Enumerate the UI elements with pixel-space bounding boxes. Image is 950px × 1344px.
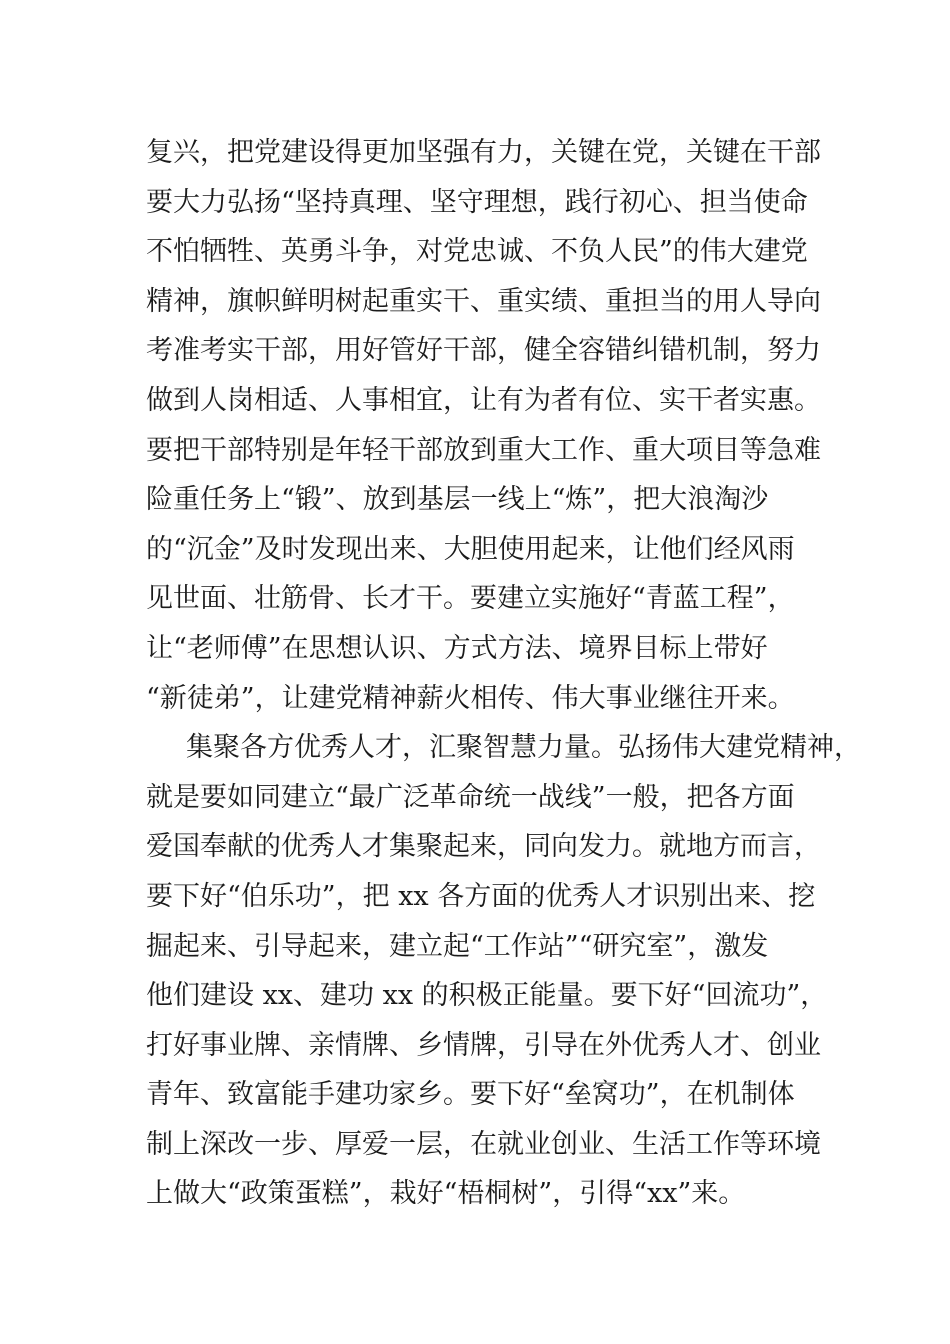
text-line: “新徒弟”，让建党精神薪火相传、伟大事业继往开来。 <box>146 682 795 714</box>
text-line: 考准考实干部，用好管好干部，健全容错纠错机制，努力 <box>146 335 821 367</box>
text-line: 做到人岗相适、人事相宜，让有为者有位、实干者实惠。 <box>146 384 821 416</box>
text-line: 制上深改一步、厚爱一层，在就业创业、生活工作等环境 <box>146 1128 821 1160</box>
text-line: 复兴，把党建设得更加坚强有力，关键在党，关键在干部 <box>146 137 821 168</box>
text-line: 上做大“政策蛋糕”，栽好“梧桐树”，引得“xx”来。 <box>146 1178 746 1210</box>
text-line: 青年、致富能手建功家乡。要下好“垒窝功”，在机制体 <box>146 1079 795 1111</box>
text-line: 爱国奉献的优秀人才集聚起来，同向发力。就地方而言， <box>146 831 821 863</box>
body-text <box>146 128 861 1219</box>
text-line: 见世面、壮筋骨、长才干。要建立实施好“青蓝工程”， <box>146 583 795 615</box>
text-line: 要把干部特别是年轻干部放到重大工作、重大项目等急难 <box>146 434 821 466</box>
text-line: 要大力弘扬“坚持真理、坚守理想，践行初心、担当使命 <box>146 186 808 218</box>
text-line: 掘起来、引导起来，建立起“工作站”“研究室”，激发 <box>146 930 769 962</box>
text-line: 精神，旗帜鲜明树起重实干、重实绩、重担当的用人导向 <box>146 285 821 317</box>
text-line: 他们建设 xx、建功 xx 的积极正能量。要下好“回流功”， <box>146 980 828 1012</box>
text-line: 就是要如同建立“最广泛革命统一战线”一般，把各方面 <box>146 781 795 813</box>
text-line: 险重任务上“锻”、放到基层一线上“炼”，把大浪淘沙 <box>146 484 769 516</box>
paragraph-start-line: 集聚各方优秀人才，汇聚智慧力量。弘扬伟大建党精神， <box>186 732 861 764</box>
text-line: 的“沉金”及时发现出来、大胆使用起来，让他们经风雨 <box>146 533 795 565</box>
text-line: 要下好“伯乐功”，把 xx 各方面的优秀人才识别出来、挖 <box>146 880 816 912</box>
text-line: 让“老师傅”在思想认识、方式方法、境界目标上带好 <box>146 632 768 664</box>
text-line: 不怕牺牲、英勇斗争，对党忠诚、不负人民”的伟大建党 <box>146 236 808 268</box>
text-line: 打好事业牌、亲情牌、乡情牌，引导在外优秀人才、创业 <box>146 1029 821 1061</box>
